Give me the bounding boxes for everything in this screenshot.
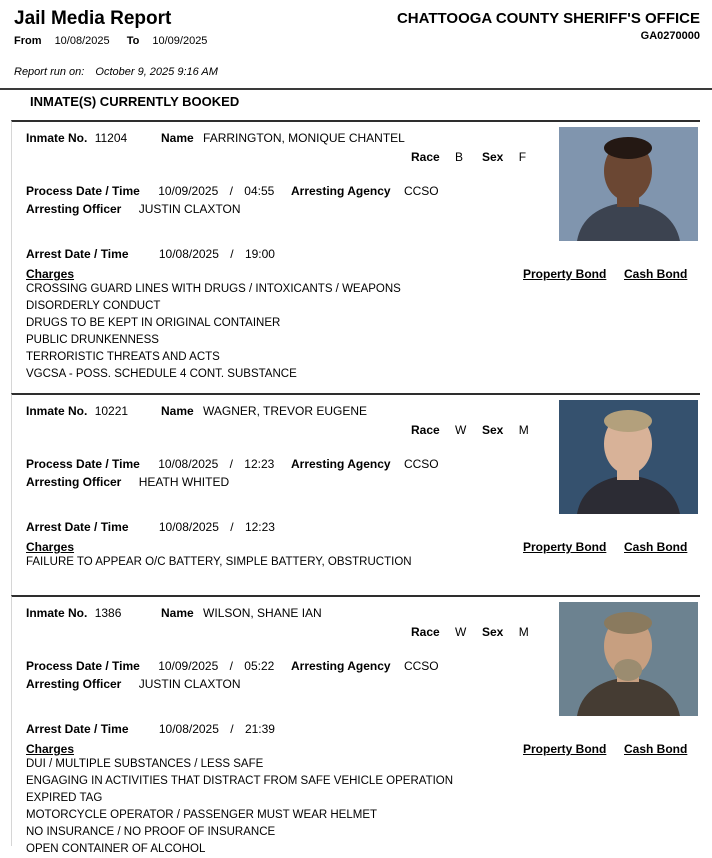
cash-bond-header: Cash Bond — [624, 742, 688, 756]
inmate-name-row — [161, 131, 405, 145]
arresting-officer-value: JUSTIN CLAXTON — [138, 202, 241, 216]
arresting-officer-value: HEATH WHITED — [138, 475, 230, 489]
arrest-date: 10/08/2025 — [158, 722, 219, 736]
arresting-agency-field — [291, 659, 439, 673]
inmate-no-label: Inmate No. — [26, 131, 88, 145]
arresting-agency-value: CCSO — [403, 184, 439, 198]
name-label: Name — [161, 131, 194, 145]
race-label: Race — [411, 150, 440, 164]
charge-item: VGCSA - POSS. SCHEDULE 4 CONT. SUBSTANCE — [26, 368, 297, 380]
office-name: CHATTOOGA COUNTY SHERIFF'S OFFICE — [396, 10, 700, 27]
inmate-no-value: 11204 — [94, 131, 128, 145]
name-value: FARRINGTON, MONIQUE CHANTEL — [203, 131, 405, 145]
arresting-agency-field — [291, 184, 439, 198]
arrest-slash: / — [230, 722, 234, 736]
run-on-value: October 9, 2025 9:16 AM — [95, 66, 218, 78]
name-label: Name — [161, 404, 194, 418]
arresting-agency-field — [291, 457, 439, 471]
charge-item: CROSSING GUARD LINES WITH DRUGS / INTOXICANTS / WEAPONS — [26, 283, 401, 295]
arresting-agency-label: Arresting Agency — [291, 184, 391, 198]
arrest-slash: / — [230, 520, 234, 534]
to-date: 10/09/2025 — [152, 35, 208, 47]
arrest-datetime-field — [26, 247, 275, 261]
charge-item: TERRORISTIC THREATS AND ACTS — [26, 351, 220, 363]
arresting-officer-field — [26, 677, 241, 691]
sex-value: M — [518, 423, 529, 437]
arresting-officer-label: Arresting Officer — [26, 677, 122, 691]
inmate-number-row — [26, 131, 127, 145]
arrest-time: 12:23 — [244, 520, 275, 534]
charge-item: NO INSURANCE / NO PROOF OF INSURANCE — [26, 826, 276, 838]
cash-bond-header: Cash Bond — [624, 540, 688, 554]
name-value: WAGNER, TREVOR EUGENE — [203, 404, 368, 418]
charge-item: OPEN CONTAINER OF ALCOHOL — [26, 843, 206, 855]
process-slash: / — [229, 659, 233, 673]
cash-bond-header: Cash Bond — [624, 267, 688, 281]
arresting-officer-value: JUSTIN CLAXTON — [138, 677, 241, 691]
race-field — [411, 150, 463, 164]
sex-label: Sex — [482, 423, 504, 437]
arresting-officer-field — [26, 475, 229, 489]
sex-label: Sex — [482, 625, 504, 639]
sex-field — [482, 150, 526, 164]
arresting-officer-field — [26, 202, 241, 216]
charges-header: Charges — [26, 540, 75, 554]
inmate-no-label: Inmate No. — [26, 404, 88, 418]
arresting-officer-label: Arresting Officer — [26, 475, 122, 489]
arrest-date: 10/08/2025 — [158, 247, 219, 261]
process-time: 04:55 — [244, 184, 275, 198]
from-date: 10/08/2025 — [54, 35, 110, 47]
arresting-agency-label: Arresting Agency — [291, 457, 391, 471]
inmate-number-row — [26, 404, 128, 418]
property-bond-header: Property Bond — [523, 267, 607, 281]
arrest-time: 19:00 — [244, 247, 275, 261]
inmate-record — [11, 595, 700, 855]
inmate-name-row — [161, 404, 367, 418]
sex-value: F — [518, 150, 527, 164]
charge-item: FAILURE TO APPEAR O/C BATTERY, SIMPLE BATTERY, OBSTRUCTION — [26, 556, 412, 568]
inmate-record — [11, 120, 700, 393]
charges-list — [26, 756, 453, 858]
mugshot-silhouette — [559, 400, 698, 514]
arrest-label: Arrest Date / Time — [26, 247, 129, 261]
arrest-date: 10/08/2025 — [158, 520, 219, 534]
process-date: 10/08/2025 — [158, 457, 219, 471]
property-bond-header: Property Bond — [523, 742, 607, 756]
race-value: W — [455, 423, 467, 437]
from-label: From — [14, 35, 42, 47]
process-time: 05:22 — [244, 659, 275, 673]
charge-item: DISORDERLY CONDUCT — [26, 300, 161, 312]
arresting-agency-value: CCSO — [403, 659, 439, 673]
process-slash: / — [229, 184, 233, 198]
charge-item: MOTORCYCLE OPERATOR / PASSENGER MUST WEAR HELMET — [26, 809, 378, 821]
section-title: INMATE(S) CURRENTLY BOOKED — [30, 94, 240, 109]
charge-item: PUBLIC DRUNKENNESS — [26, 334, 159, 346]
office-code: GA0270000 — [640, 30, 700, 42]
race-field — [411, 423, 466, 437]
process-label: Process Date / Time — [26, 659, 140, 673]
property-bond-header: Property Bond — [523, 540, 607, 554]
inmate-no-label: Inmate No. — [26, 606, 88, 620]
charge-item: DRUGS TO BE KEPT IN ORIGINAL CONTAINER — [26, 317, 281, 329]
charge-item: EXPIRED TAG — [26, 792, 103, 804]
arrest-label: Arrest Date / Time — [26, 722, 129, 736]
arresting-agency-value: CCSO — [403, 457, 439, 471]
sex-label: Sex — [482, 150, 504, 164]
race-field — [411, 625, 466, 639]
charges-list — [26, 554, 412, 571]
date-range — [14, 35, 221, 47]
process-slash: / — [229, 457, 233, 471]
mugshot-photo — [559, 400, 698, 514]
sex-field — [482, 423, 529, 437]
race-label: Race — [411, 625, 440, 639]
charges-header: Charges — [26, 267, 75, 281]
mugshot-silhouette — [559, 127, 698, 241]
arrest-time: 21:39 — [244, 722, 275, 736]
arresting-officer-label: Arresting Officer — [26, 202, 122, 216]
mugshot-photo — [559, 602, 698, 716]
race-value: W — [455, 625, 467, 639]
arrest-slash: / — [230, 247, 234, 261]
report-run-on — [14, 66, 218, 78]
inmate-record — [11, 393, 700, 595]
inmate-no-value: 10221 — [94, 404, 129, 418]
charge-item: ENGAGING IN ACTIVITIES THAT DISTRACT FROM SAFE VEHICLE OPERATION — [26, 775, 454, 787]
process-datetime-field — [26, 457, 274, 471]
arresting-agency-label: Arresting Agency — [291, 659, 391, 673]
mugshot-silhouette — [559, 602, 698, 716]
mugshot-photo — [559, 127, 698, 241]
arrest-label: Arrest Date / Time — [26, 520, 129, 534]
process-label: Process Date / Time — [26, 184, 140, 198]
process-date: 10/09/2025 — [158, 184, 219, 198]
process-label: Process Date / Time — [26, 457, 140, 471]
inmate-number-row — [26, 606, 121, 620]
process-datetime-field — [26, 184, 274, 198]
header-divider — [0, 88, 712, 90]
arrest-datetime-field — [26, 520, 275, 534]
page-title: Jail Media Report — [14, 8, 172, 29]
race-label: Race — [411, 423, 440, 437]
process-time: 12:23 — [244, 457, 275, 471]
to-label: To — [126, 35, 140, 47]
arrest-datetime-field — [26, 722, 275, 736]
charges-header: Charges — [26, 742, 75, 756]
process-datetime-field — [26, 659, 274, 673]
charge-item: DUI / MULTIPLE SUBSTANCES / LESS SAFE — [26, 758, 264, 770]
run-on-label: Report run on: — [14, 66, 85, 78]
inmate-name-row — [161, 606, 322, 620]
charges-list — [26, 281, 401, 383]
sex-field — [482, 625, 529, 639]
name-label: Name — [161, 606, 194, 620]
inmate-no-value: 1386 — [94, 606, 122, 620]
name-value: WILSON, SHANE IAN — [203, 606, 322, 620]
race-value: B — [455, 150, 464, 164]
process-date: 10/09/2025 — [158, 659, 219, 673]
sex-value: M — [518, 625, 529, 639]
